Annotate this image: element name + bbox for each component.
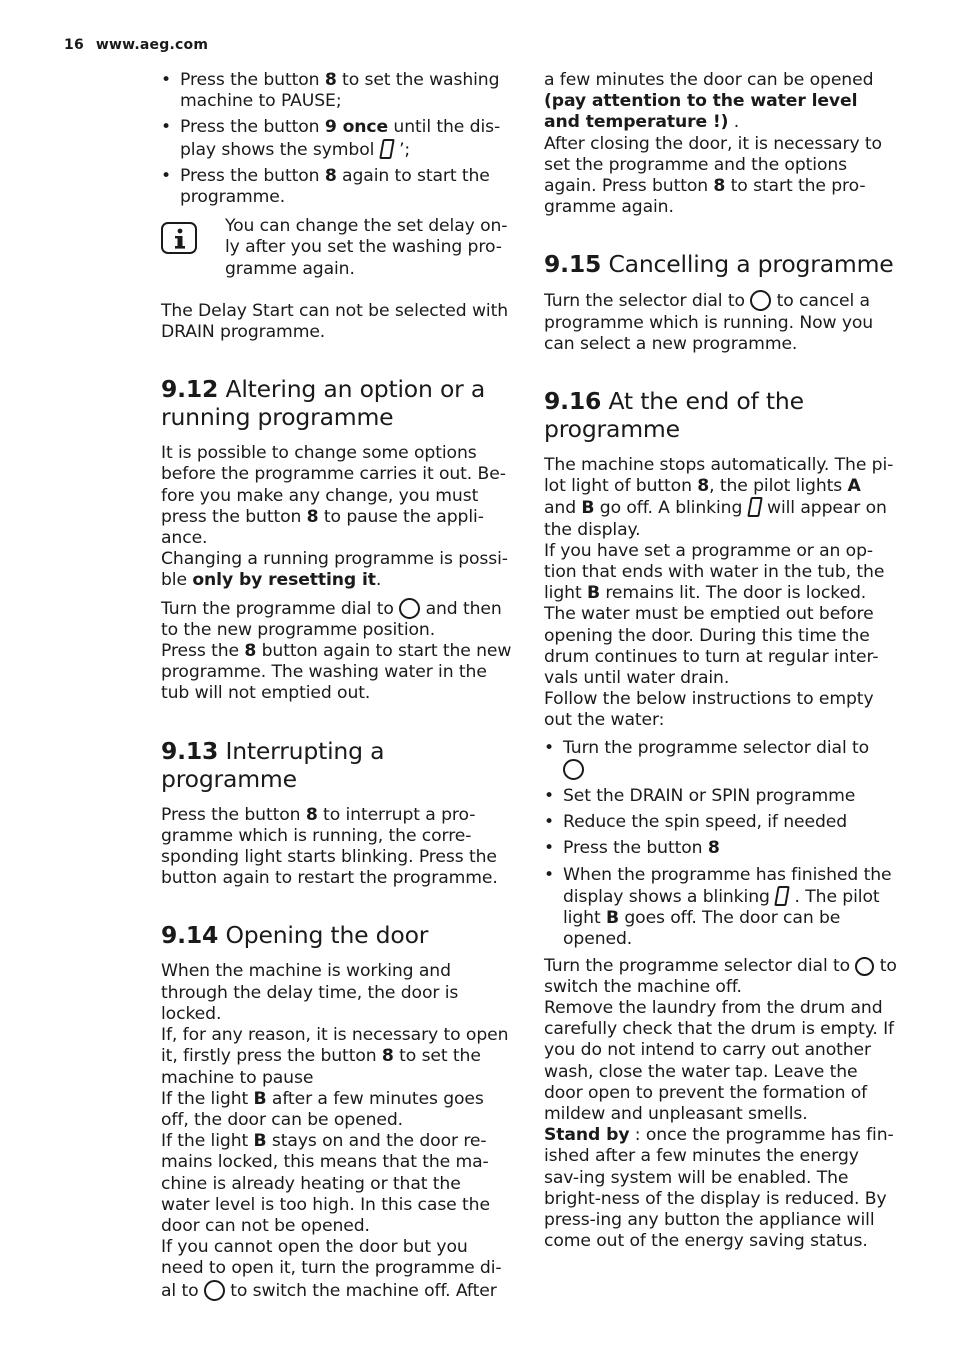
programme-dial-off-icon	[750, 290, 771, 311]
pause-steps-list	[161, 70, 513, 208]
programme-dial-off-icon	[204, 1280, 225, 1301]
list-item: • Press the button 9 once until the dis-play shows the symbol ’;	[161, 117, 513, 160]
paragraph: Changing a running programme is possi-ble only by resetting it.	[161, 549, 508, 591]
paragraph: It is possible to change some options before the programme carries it out. Be-fore you make any change, you must press the button 8 to pause the appli-ance.	[161, 443, 506, 549]
paragraph: If you have set a programme or an op-tion that ends with water in the tub, the light B remains lit. The door is locked. The water must be emptied out before opening the door. During this time the drum continues to turn at regular inter-vals until water drain.	[544, 540, 885, 689]
paragraph: If, for any reason, it is necessary to open it, firstly press the button 8 to set the machine to pause	[161, 1025, 509, 1088]
display-zero-symbol-icon	[774, 886, 790, 906]
section-9-16-heading: 9.16 At the end of the programme	[544, 387, 804, 444]
section-9-15-heading: 9.15 Cancelling a programme	[544, 250, 894, 279]
paragraph: Stand by : once the programme has fin-ished after a few minutes the energy sav-ing system will be enabled. The bright-ness of the display is reduced. By press-ing any button the appliance will come out of the energy saving status.	[544, 1125, 894, 1252]
list-item: • Press the button 8 to set the washing machine to PAUSE;	[161, 70, 513, 112]
display-zero-symbol-icon	[747, 497, 763, 517]
paragraph: Turn the programme dial to and then to the new programme position.	[161, 598, 502, 640]
left-column	[161, 70, 513, 1302]
list-item: • Reduce the spin speed, if needed	[544, 812, 898, 833]
paragraph: a few minutes the door can be opened (pay attention to the water level and temperature !) .	[544, 70, 874, 133]
paragraph: If the light B stays on and the door re-mains locked, this means that the ma-chine is already heating or that the water level is too high. In this case the door can not be opened.	[161, 1131, 490, 1236]
drain-steps-list	[544, 738, 898, 951]
page-header	[64, 37, 208, 53]
paragraph: If you cannot open the door but you need to open it, turn the programme di-al to to switch the machine off. After	[161, 1237, 502, 1301]
paragraph: Press the 8 button again to start the new programme. The washing water in the tub will not emptied out.	[161, 641, 512, 704]
header-url: www.aeg.com	[95, 37, 209, 53]
list-item: • Turn the programme selector dial to	[544, 738, 898, 781]
list-item: • Press the button 8	[544, 838, 898, 859]
paragraph: After closing the door, it is necessary to set the programme and the options again. Press button 8 to start the pro-gramme again.	[544, 133, 882, 218]
info-icon	[161, 222, 197, 254]
right-column	[544, 70, 898, 1252]
programme-dial-off-icon	[855, 957, 874, 976]
info-text: You can change the set delay on-ly after you set the washing pro-gramme again.	[225, 216, 508, 279]
section-9-14-heading: 9.14 Opening the door	[161, 921, 429, 950]
page-number: 16	[64, 37, 84, 53]
programme-dial-off-icon	[563, 759, 584, 780]
section-9-13-heading: 9.13 Interrupting a programme	[161, 736, 385, 793]
info-note	[161, 216, 513, 280]
programme-dial-off-icon	[399, 598, 420, 619]
paragraph: Follow the below instructions to empty out the water:	[544, 689, 874, 731]
list-item: • Set the DRAIN or SPIN programme	[544, 786, 898, 807]
delay-start-note: The Delay Start can not be selected with DRAIN programme.	[161, 300, 509, 343]
paragraph: When the machine is working and through the delay time, the door is locked.	[161, 961, 459, 1024]
paragraph: If the light B after a few minutes goes off, the door can be opened.	[161, 1088, 484, 1130]
display-zero-symbol-icon	[379, 139, 395, 159]
paragraph: Press the button 8 to interrupt a pro-gramme which is running, the corre-sponding light starts blinking. Press the button again to restart the programme.	[161, 804, 498, 889]
paragraph: Turn the programme selector dial to to switch the machine off.	[544, 955, 897, 997]
paragraph: Remove the laundry from the drum and carefully check that the drum is empty. If you do not intend to carry out another wash, close the water tap. Leave the door open to prevent the formation of mildew and unpleasant smells.	[544, 997, 894, 1124]
paragraph: Turn the selector dial to to cancel a programme which is running. Now you can select a new programme.	[544, 291, 874, 354]
section-9-12-heading: 9.12 Altering an option or a running programme	[161, 375, 486, 432]
paragraph: The machine stops automatically. The pi-lot light of button 8, the pilot lights A and B go off. A blinking will appear on the display.	[544, 455, 894, 540]
list-item: • When the programme has finished the display shows a blinking . The pilot light B goes off. The door can be opened.	[544, 865, 898, 951]
list-item: • Press the button 8 again to start the programme.	[161, 166, 513, 208]
